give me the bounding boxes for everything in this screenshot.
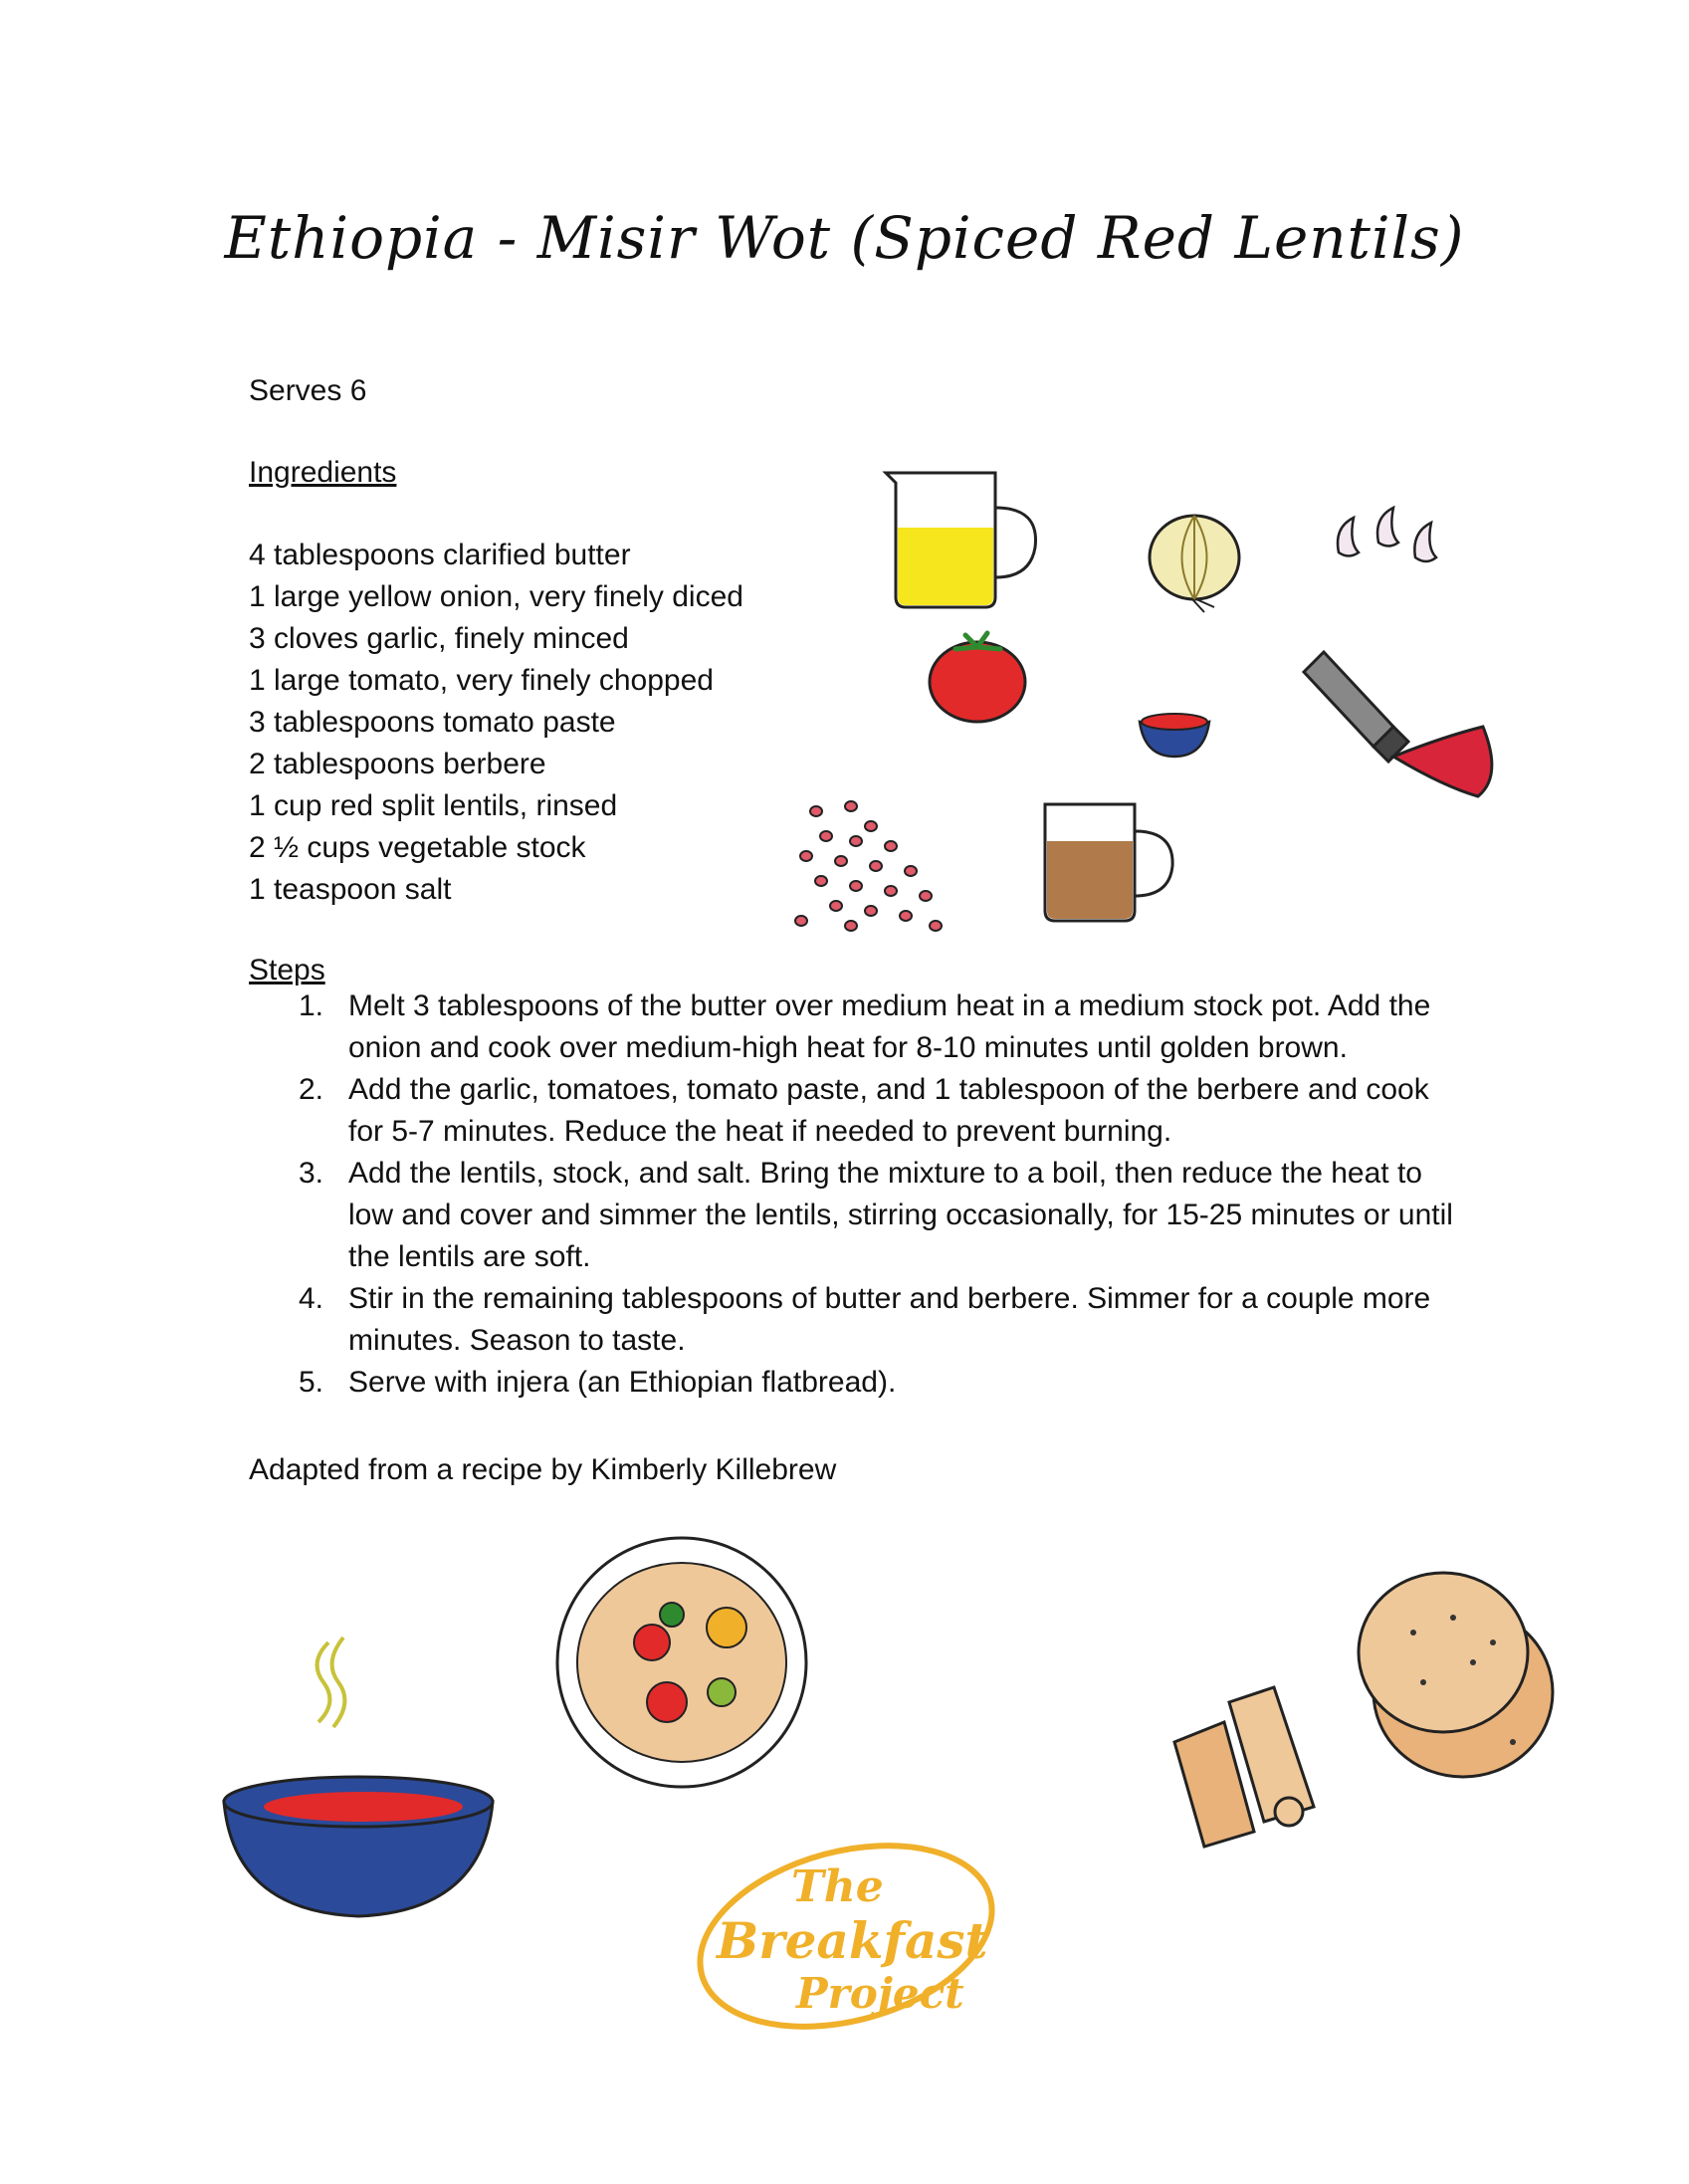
butter-jug-icon — [876, 468, 1055, 617]
injera-plate-icon — [552, 1533, 811, 1792]
ingredient-item: 3 cloves garlic, finely minced — [249, 622, 629, 655]
ingredient-item: 1 teaspoon salt — [249, 873, 452, 906]
step-number: 2. — [299, 1073, 324, 1106]
serves-text: Serves 6 — [249, 374, 367, 407]
step-number: 4. — [299, 1282, 324, 1315]
lentils-icon — [796, 796, 965, 936]
ingredient-item: 1 cup red split lentils, rinsed — [249, 789, 618, 822]
berbere-bowl-icon — [1135, 702, 1214, 762]
lentil-bowl-icon — [219, 1633, 498, 1921]
logo-text-the: The — [791, 1861, 884, 1912]
page-title: Ethiopia - Misir Wot (Spiced Red Lentils) — [224, 204, 1465, 272]
step-text: Add the lentils, stock, and salt. Bring the mixture to a boil, then reduce the heat to low and cover and simmer the lentils, stirring occasionally, for 15-25 minutes or until the lentils are soft. — [348, 1157, 1453, 1273]
step-number: 5. — [299, 1366, 324, 1399]
step-number: 3. — [299, 1157, 324, 1190]
step-item — [299, 1069, 1453, 1153]
ingredients-list — [249, 535, 743, 911]
onion-icon — [1145, 508, 1254, 617]
tomato-icon — [926, 627, 1035, 727]
garlic-icon — [1324, 498, 1453, 577]
step-item — [299, 985, 1453, 1069]
injera-rolls-icon — [1164, 1563, 1553, 1852]
ingredient-item: 4 tablespoons clarified butter — [249, 539, 631, 571]
ingredient-item: 1 large tomato, very finely chopped — [249, 664, 714, 697]
ingredient-item: 2 ½ cups vegetable stock — [249, 831, 586, 864]
ingredient-item: 1 large yellow onion, very finely diced — [249, 580, 743, 613]
stock-mug-icon — [1035, 796, 1184, 926]
step-text: Serve with injera (an Ethiopian flatbread). — [348, 1366, 897, 1399]
step-item — [299, 1278, 1453, 1362]
step-text: Add the garlic, tomatoes, tomato paste, and 1 tablespoon of the berbere and cook for 5-7 minutes. Reduce the heat if needed to prevent burning. — [348, 1073, 1429, 1148]
logo-text-project: Project — [796, 1969, 964, 2018]
credit-text: Adapted from a recipe by Kimberly Killebrew — [249, 1453, 837, 1486]
logo-text-breakfast: Breakfast — [717, 1911, 988, 1970]
step-text: Melt 3 tablespoons of the butter over medium heat in a medium stock pot. Add the onion and cook over medium-high heat for 8-10 minutes until golden brown. — [348, 989, 1431, 1064]
ingredient-item: 3 tablespoons tomato paste — [249, 706, 616, 739]
step-item — [299, 1153, 1453, 1278]
ingredient-item: 2 tablespoons berbere — [249, 748, 546, 780]
knife-paste-icon — [1294, 647, 1503, 816]
ingredients-heading: Ingredients — [249, 456, 397, 489]
step-text: Stir in the remaining tablespoons of butter and berbere. Simmer for a couple more minutes. Season to taste. — [348, 1282, 1431, 1357]
step-number: 1. — [299, 989, 324, 1022]
step-item — [299, 1362, 1453, 1404]
logo-block — [677, 1842, 1005, 2041]
steps-list — [299, 985, 1453, 1404]
steps-heading: Steps — [249, 954, 325, 986]
